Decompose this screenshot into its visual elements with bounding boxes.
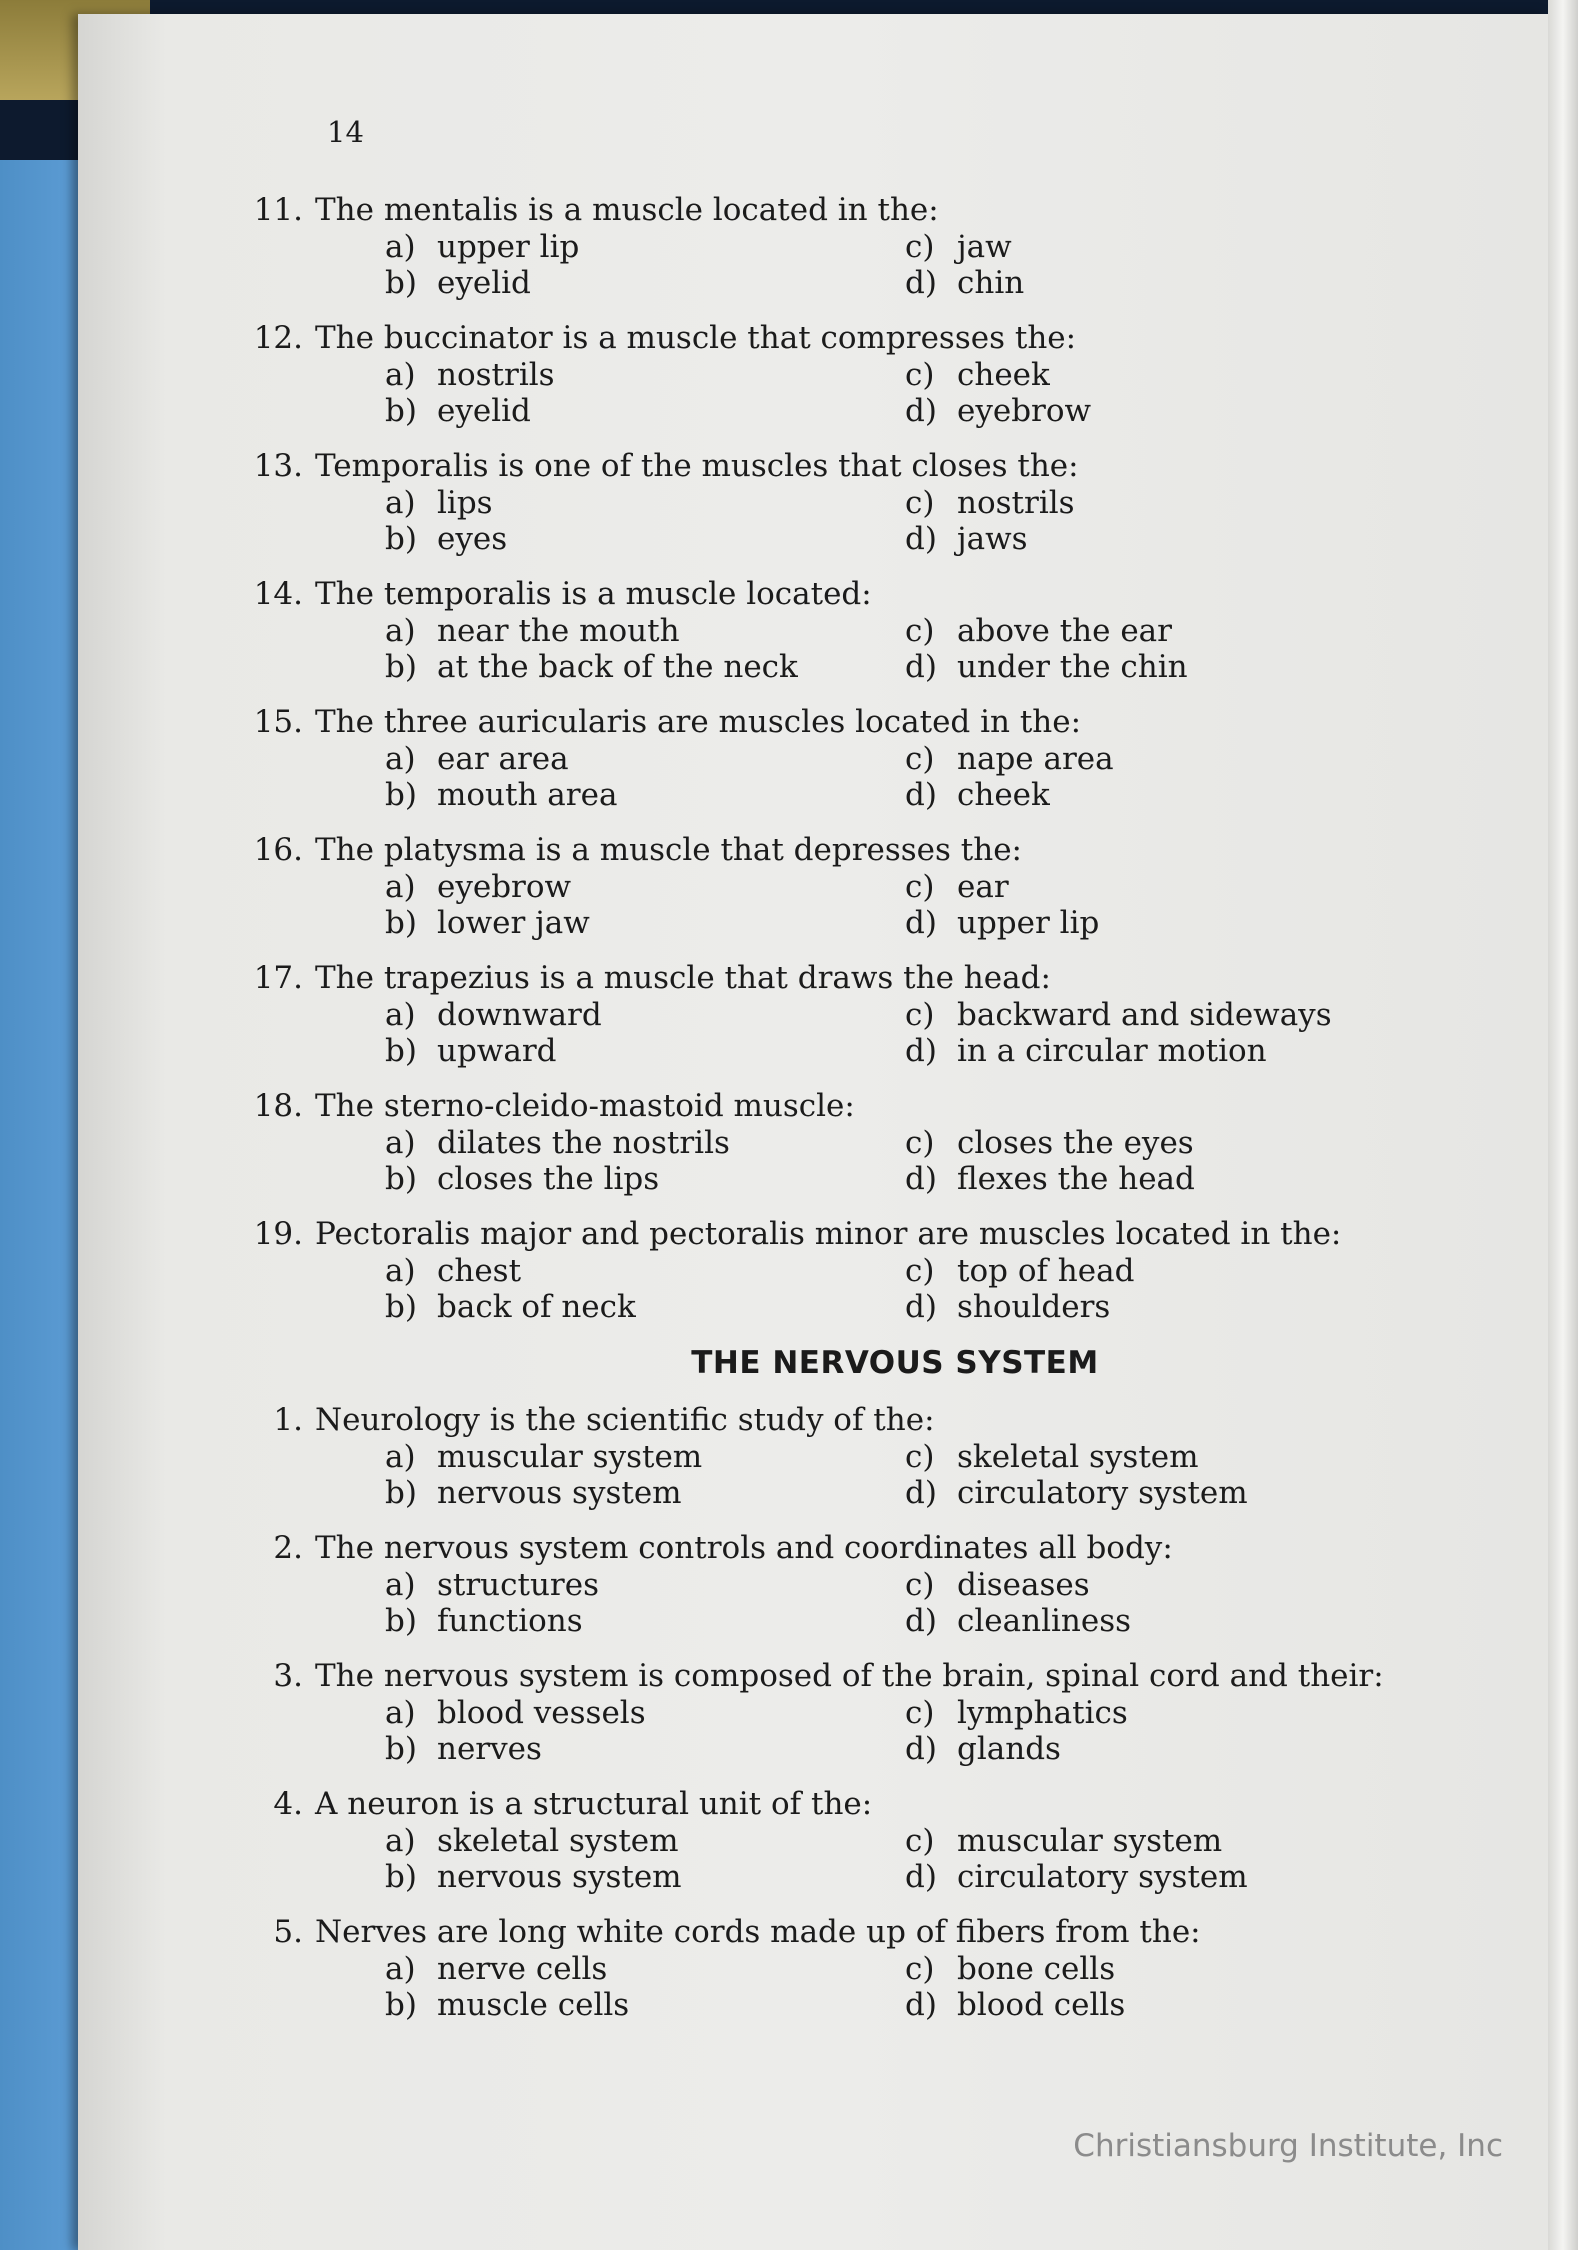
answer-options [385,741,1425,813]
option-letter: a) [385,613,416,649]
option-a [385,1567,905,1603]
option-a [385,997,905,1033]
option-letter: a) [385,1125,416,1161]
option-letter: c) [905,1439,935,1475]
option-c [905,997,1425,1033]
question-stem: A neuron is a structural unit of the: [315,1786,873,1822]
option-letter: b) [385,1731,417,1767]
question-number: 16. [253,832,303,868]
option-letter: c) [905,741,935,777]
option-text: above the ear [957,613,1172,649]
option-text: eyes [437,521,508,557]
question-item [245,447,1425,557]
option-text: skeletal system [437,1823,679,1859]
option-text: upper lip [957,905,1100,941]
option-a [385,229,905,265]
option-b [385,393,905,429]
answer-options [385,613,1425,685]
option-d [905,521,1425,557]
answer-options [385,1253,1425,1325]
option-d [905,905,1425,941]
question-text [245,575,1425,613]
option-text: lower jaw [437,905,590,941]
option-text: back of neck [437,1289,636,1325]
option-text: muscular system [437,1439,703,1475]
question-number: 2. [273,1530,303,1566]
question-item [245,831,1425,941]
option-a [385,869,905,905]
option-letter: b) [385,1987,417,2023]
option-a [385,1951,905,1987]
option-letter: c) [905,229,935,265]
option-text: upward [437,1033,557,1069]
answer-options [385,1125,1425,1197]
answer-options [385,357,1425,429]
option-c [905,613,1425,649]
option-b [385,649,905,685]
question-stem: The nervous system is composed of the brain, spinal cord and their: [315,1658,1384,1694]
option-letter: c) [905,357,935,393]
question-stem: The temporalis is a muscle located: [315,576,872,612]
option-text: nostrils [957,485,1075,521]
option-letter: b) [385,1859,417,1895]
option-text: bone cells [957,1951,1116,1987]
question-stem: The trapezius is a muscle that draws the head: [315,960,1051,996]
option-text: diseases [957,1567,1090,1603]
option-d [905,777,1425,813]
question-text [245,1785,1425,1823]
option-text: nervous system [437,1859,682,1895]
option-d [905,1603,1425,1639]
option-b [385,265,905,301]
answer-options [385,1567,1425,1639]
option-text: chest [437,1253,522,1289]
option-letter: a) [385,357,416,393]
option-letter: b) [385,1289,417,1325]
question-stem: Temporalis is one of the muscles that closes the: [315,448,1079,484]
option-letter: a) [385,997,416,1033]
answer-options [385,1823,1425,1895]
option-text: at the back of the neck [437,649,798,685]
question-number: 1. [273,1402,303,1438]
option-letter: b) [385,777,417,813]
option-b [385,1603,905,1639]
option-d [905,393,1425,429]
option-letter: d) [905,1033,937,1069]
option-c [905,485,1425,521]
question-item [245,1657,1425,1767]
option-letter: b) [385,649,417,685]
question-number: 17. [253,960,303,996]
nervous-question-list [245,1401,1425,2023]
question-stem: The nervous system controls and coordinates all body: [315,1530,1173,1566]
option-d [905,1033,1425,1069]
option-text: nervous system [437,1475,682,1511]
option-letter: d) [905,1603,937,1639]
option-letter: d) [905,1987,937,2023]
option-letter: c) [905,1125,935,1161]
question-text [245,1401,1425,1439]
option-text: ear area [437,741,569,777]
question-text [245,1529,1425,1567]
option-letter: c) [905,613,935,649]
option-d [905,1731,1425,1767]
question-item [245,1215,1425,1325]
option-letter: b) [385,905,417,941]
option-text: downward [437,997,602,1033]
option-letter: c) [905,1823,935,1859]
question-text [245,191,1425,229]
option-text: structures [437,1567,600,1603]
option-text: circulatory system [957,1859,1248,1895]
option-text: eyebrow [957,393,1092,429]
question-text [245,1087,1425,1125]
question-stem: The mentalis is a muscle located in the: [315,192,939,228]
option-a [385,613,905,649]
option-text: upper lip [437,229,580,265]
option-text: skeletal system [957,1439,1199,1475]
question-number: 12. [253,320,303,356]
option-d [905,1475,1425,1511]
question-text [245,831,1425,869]
question-text [245,447,1425,485]
option-letter: b) [385,265,417,301]
option-text: nape area [957,741,1114,777]
option-text: eyelid [437,393,531,429]
option-a [385,1125,905,1161]
question-stem: Pectoralis major and pectoralis minor are muscles located in the: [315,1216,1342,1252]
option-text: flexes the head [957,1161,1195,1197]
option-letter: d) [905,1161,937,1197]
option-text: closes the lips [437,1161,660,1197]
option-letter: c) [905,997,935,1033]
option-text: nerves [437,1731,542,1767]
option-c [905,1823,1425,1859]
question-stem: The sterno-cleido-mastoid muscle: [315,1088,855,1124]
option-text: lymphatics [957,1695,1128,1731]
option-a [385,1439,905,1475]
answer-options [385,1695,1425,1767]
question-text [245,319,1425,357]
question-item [245,575,1425,685]
option-d [905,265,1425,301]
page-content [245,115,1425,2041]
option-b [385,905,905,941]
option-letter: d) [905,1475,937,1511]
option-d [905,649,1425,685]
option-letter: d) [905,393,937,429]
question-item [245,1529,1425,1639]
option-letter: a) [385,229,416,265]
option-letter: b) [385,393,417,429]
option-c [905,869,1425,905]
option-letter: a) [385,1823,416,1859]
option-letter: a) [385,485,416,521]
option-text: under the chin [957,649,1188,685]
option-text: dilates the nostrils [437,1125,730,1161]
option-text: blood vessels [437,1695,646,1731]
answer-options [385,997,1425,1069]
option-text: closes the eyes [957,1125,1194,1161]
question-item [245,703,1425,813]
option-text: near the mouth [437,613,680,649]
option-letter: d) [905,265,937,301]
answer-options [385,1439,1425,1511]
option-a [385,1253,905,1289]
option-text: backward and sideways [957,997,1332,1033]
option-letter: a) [385,741,416,777]
option-c [905,1253,1425,1289]
option-text: functions [437,1603,583,1639]
question-stem: The platysma is a muscle that depresses the: [315,832,1023,868]
option-letter: b) [385,1475,417,1511]
option-b [385,1731,905,1767]
option-text: in a circular motion [957,1033,1267,1069]
option-c [905,1695,1425,1731]
option-a [385,741,905,777]
option-letter: c) [905,1695,935,1731]
option-text: circulatory system [957,1475,1248,1511]
option-letter: a) [385,1695,416,1731]
option-b [385,1161,905,1197]
question-number: 18. [253,1088,303,1124]
question-number: 5. [273,1914,303,1950]
option-letter: d) [905,1859,937,1895]
answer-options [385,229,1425,301]
option-text: eyelid [437,265,531,301]
option-letter: d) [905,1289,937,1325]
option-letter: a) [385,1567,416,1603]
page-number: 14 [327,115,364,149]
question-number: 11. [253,192,303,228]
question-number: 15. [253,704,303,740]
option-text: chin [957,265,1025,301]
option-text: jaws [957,521,1028,557]
option-letter: d) [905,649,937,685]
option-b [385,1987,905,2023]
answer-options [385,869,1425,941]
option-c [905,1951,1425,1987]
option-letter: d) [905,1731,937,1767]
question-number: 4. [273,1786,303,1822]
question-item [245,959,1425,1069]
option-text: nostrils [437,357,555,393]
option-text: cleanliness [957,1603,1132,1639]
option-text: cheek [957,777,1050,813]
answer-options [385,1951,1425,2023]
option-text: muscular system [957,1823,1223,1859]
question-item [245,1913,1425,2023]
option-b [385,521,905,557]
question-stem: The three auricularis are muscles located in the: [315,704,1082,740]
question-stem: Nerves are long white cords made up of fibers from the: [315,1914,1201,1950]
option-letter: c) [905,1567,935,1603]
question-stem: The buccinator is a muscle that compresses the: [315,320,1077,356]
option-b [385,1289,905,1325]
question-number: 13. [253,448,303,484]
option-d [905,1289,1425,1325]
option-c [905,229,1425,265]
option-a [385,1823,905,1859]
option-text: nerve cells [437,1951,608,1987]
option-c [905,741,1425,777]
question-item [245,1087,1425,1197]
option-text: eyebrow [437,869,572,905]
option-letter: a) [385,869,416,905]
option-letter: a) [385,1253,416,1289]
question-number: 19. [253,1216,303,1252]
option-text: glands [957,1731,1061,1767]
option-letter: c) [905,485,935,521]
question-number: 3. [273,1658,303,1694]
answer-options [385,485,1425,557]
option-text: mouth area [437,777,618,813]
option-letter: c) [905,1951,935,1987]
option-d [905,1161,1425,1197]
option-letter: a) [385,1951,416,1987]
option-text: blood cells [957,1987,1126,2023]
option-letter: c) [905,869,935,905]
page-edge [1548,0,1578,2250]
option-text: muscle cells [437,1987,630,2023]
option-letter: c) [905,1253,935,1289]
option-c [905,357,1425,393]
question-text [245,1215,1425,1253]
option-text: ear [957,869,1009,905]
option-a [385,357,905,393]
option-b [385,1033,905,1069]
question-item [245,1785,1425,1895]
option-text: top of head [957,1253,1135,1289]
option-b [385,777,905,813]
option-letter: b) [385,1033,417,1069]
question-item [245,191,1425,301]
question-text [245,959,1425,997]
question-item [245,319,1425,429]
option-a [385,1695,905,1731]
question-stem: Neurology is the scientific study of the: [315,1402,935,1438]
option-letter: d) [905,777,937,813]
option-letter: b) [385,1603,417,1639]
option-a [385,485,905,521]
option-letter: a) [385,1439,416,1475]
option-b [385,1475,905,1511]
option-letter: d) [905,521,937,557]
option-c [905,1439,1425,1475]
question-text [245,1913,1425,1951]
option-text: jaw [957,229,1012,265]
section-title: THE NERVOUS SYSTEM [691,1345,1099,1381]
option-letter: d) [905,905,937,941]
option-b [385,1859,905,1895]
option-d [905,1859,1425,1895]
question-text [245,1657,1425,1695]
option-text: lips [437,485,493,521]
option-c [905,1567,1425,1603]
muscle-question-list [245,191,1425,1325]
option-text: cheek [957,357,1050,393]
watermark: Christiansburg Institute, Inc [1073,2128,1503,2164]
option-letter: b) [385,521,417,557]
question-text [245,703,1425,741]
option-d [905,1987,1425,2023]
option-c [905,1125,1425,1161]
question-item [245,1401,1425,1511]
option-letter: b) [385,1161,417,1197]
option-text: shoulders [957,1289,1111,1325]
question-number: 14. [253,576,303,612]
